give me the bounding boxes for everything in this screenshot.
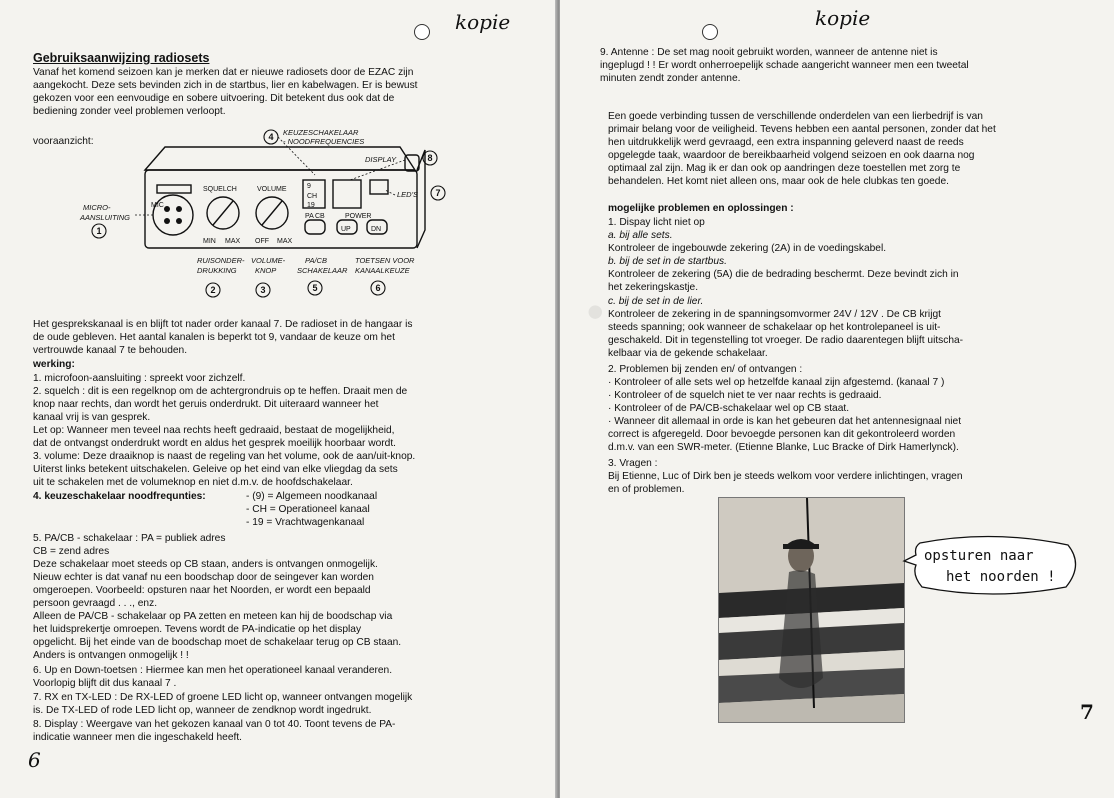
list-item: Deze schakelaar moet steeds op CB staan, anders is ontvangen onmogelijk.: [33, 559, 378, 570]
list-item: 1. microfoon-aansluiting : spreekt voor zichzelf.: [33, 373, 246, 384]
pa-label: PA: [305, 213, 314, 220]
ch-label: CH: [307, 193, 318, 200]
n9-label: 9: [307, 183, 311, 190]
intro-line: gekozen voor een eenvoudige en sobere uitvoering. Dit betekent dus ook dat de: [33, 93, 395, 104]
werking-heading: werking:: [33, 359, 75, 370]
list-item: Anders is ontvangen onmogelijk ! !: [33, 650, 189, 661]
verbinding-line: opgelegde taak, waardoor de bereikbaarheid volgend seizoen en ook daarna nog: [608, 150, 975, 161]
page-number: 6: [28, 748, 41, 772]
display-label: DISPLAY: [365, 155, 397, 164]
antenne-line: 9. Antenne : De set mag nooit gebruikt worden, wanneer de antenne niet is: [600, 47, 938, 58]
problem-line: · Kontroleer of de PA/CB-schakelaar wel op CB staat.: [608, 403, 850, 414]
leds-label: LED'S: [397, 190, 419, 199]
list-item: 4. keuzeschakelaar noodfrequnties:: [33, 491, 206, 502]
list-item: Voorlopig blijft dit dus kanaal 7 .: [33, 678, 177, 689]
nood-label: - NOODFREQUENCIES: [283, 137, 365, 146]
list-item: 2. squelch : dit is een regelknop om de achtergrondruis op te heffen. Draait men de: [33, 386, 408, 397]
page-number: 7: [1080, 700, 1094, 724]
problem-line: d.m.v. van een SWR-meter. (Etienne Blanke, Luc Bracke of Dirk Hamerlynck).: [608, 442, 959, 453]
problem-line: · Kontroleer of alle sets wel op hetzelfde kanaal zijn afgestemd. (kanaal 7 ): [608, 377, 945, 388]
list-item: 7. RX en TX-LED : De RX-LED of groene LED licht op, wanneer ontvangen mogelijk: [33, 692, 413, 703]
pacb-label-1: PA/CB: [305, 256, 327, 265]
problem-line: 3. Vragen :: [608, 458, 658, 469]
power-label: POWER: [345, 213, 372, 220]
antenne-line: ingeplugd ! ! Er wordt onherroepelijk schade aangericht wanneer men een tweetal: [600, 60, 969, 71]
toets-label-1: TOETSEN VOOR: [355, 256, 415, 265]
verbinding-line: Een goede verbinding tussen de verschillende onderdelen van een lierbedrijf is van: [608, 111, 983, 122]
up-label: UP: [341, 226, 351, 233]
squelch-label: SQUELCH: [203, 186, 237, 193]
ruis-label-2: DRUKKING: [197, 266, 237, 275]
list-item: CB = zend adres: [33, 546, 110, 557]
callout-2: 2: [210, 285, 216, 295]
problemen-heading: mogelijke problemen en oplossingen :: [608, 203, 794, 214]
speech-bubble: [902, 535, 1082, 597]
verbinding-line: optimaal zal zijn. Mag ik er dan ook op aandringen deze toestellen met zorg te: [608, 163, 961, 174]
photo-person-in-windbreak: [718, 497, 905, 723]
page-title: Gebruiksaanwijzing radiosets: [33, 51, 210, 65]
problem-line: a. bij alle sets.: [608, 230, 673, 241]
nood-item: - CH = Operationeel kanaal: [246, 504, 370, 515]
problem-line: 2. Problemen bij zenden en/ of ontvangen :: [608, 364, 803, 375]
verbinding-line: hen uitdrukkelijk werd gevraagd, een extra inspanning geleverd naast de reeds: [608, 137, 964, 148]
list-item: dat de ontvangst onderdrukt wordt en aldus het gesprek moeilijk hoorbaar wordt.: [33, 438, 396, 449]
photo-drawing: [719, 498, 904, 722]
problem-line: · Wanneer dit allemaal in orde is kan het gebeuren dat het antennesignaal niet: [608, 416, 962, 427]
problem-line: b. bij de set in de startbus.: [608, 256, 727, 267]
bubble-line-2: het noorden !: [946, 569, 1056, 585]
problem-line: Kontroleer de zekering in de spanningsomvormer 24V / 12V . De CB krijgt: [608, 309, 941, 320]
nood-item: - (9) = Algemeen noodkanaal: [246, 491, 378, 502]
list-item: 6. Up en Down-toetsen : Hiermee kan men het operationeel kanaal veranderen.: [33, 665, 393, 676]
list-item: indicatie wanneer men die ingeschakeld heeft.: [33, 732, 242, 743]
pacb-label-2: SCHAKELAAR: [297, 266, 348, 275]
problem-line: steeds spanning; ook wanneer de schakelaar op het kontrolepaneel is uit-: [608, 322, 941, 333]
max-label: MAX: [225, 238, 241, 245]
gespreks-line: Het gesprekskanaal is en blijft tot nader order kanaal 7. De radioset in de hangaar is: [33, 319, 413, 330]
kopie-handwritten: kopie: [455, 10, 511, 34]
list-item: 5. PA/CB - schakelaar : PA = publiek adres: [33, 533, 226, 544]
callout-1: 1: [96, 226, 102, 236]
list-item: Uiterst links betekent uitschakelen. Geleive op het eind van elke vliegdag da sets: [33, 464, 398, 475]
callout-4: 4: [268, 132, 274, 142]
punch-hole: [414, 24, 430, 40]
problem-line: geschakeld. Dit in tegenstelling tot vroeger. De radio daarentegen blijft uitscha-: [608, 335, 964, 346]
callout-3: 3: [260, 285, 266, 295]
list-item: knop naar rechts, dan wordt het geruis onderdrukt. Dit uiteraard wanneer het: [33, 399, 379, 410]
radio-front-diagram: [75, 125, 441, 295]
verbinding-line: behandelen. Het komt niet alleen ons, maar ook de hele clubkas ten goede.: [608, 176, 949, 187]
verbinding-line: primair belang voor de veiligheid. Tevens hebben een aantal personen, zonder dat het: [608, 124, 996, 135]
list-item: uit te schakelen met de volumeknop en niet d.m.v. de hoofdschakelaar.: [33, 477, 353, 488]
cb-label: CB: [315, 213, 325, 220]
list-item: opgelicht. Bij het einde van de boodschap moet de schakelaar terug op CB staan.: [33, 637, 402, 648]
nood-item: - 19 = Vrachtwagenkanaal: [246, 517, 365, 528]
keuze-label: KEUZESCHAKELAAR: [283, 128, 359, 137]
list-item: kanaal vrij is van gesprek.: [33, 412, 151, 423]
antenne-line: minuten zendt zonder antenne.: [600, 73, 741, 84]
problem-line: Bij Etienne, Luc of Dirk ben je steeds welkom voor verdere inlichtingen, vragen: [608, 471, 963, 482]
mic-label: MIC: [151, 202, 164, 209]
problem-line: · Kontroleer of de squelch niet te ver naar rechts is gedraaid.: [608, 390, 882, 401]
toets-label-2: KANAALKEUZE: [355, 266, 410, 275]
list-item: het luidsprekertje omroepen. Tevens wordt de PA-indicatie op het display: [33, 624, 362, 635]
vol-label-1: VOLUME-: [251, 256, 286, 265]
micro-label-1: MICRO-: [83, 203, 111, 212]
bubble-line-1: opsturen naar: [924, 548, 1034, 564]
problem-line: kelbaar via de gekende schakelaar.: [608, 348, 768, 359]
problem-line: Kontroleer de ingebouwde zekering (2A) in de voedingskabel.: [608, 243, 887, 254]
list-item: Let op: Wanneer men teveel naa rechts heeft gedraaid, bestaat de mogelijkheid,: [33, 425, 395, 436]
callout-6: 6: [375, 283, 381, 293]
problem-line: Kontroleer de zekering (5A) die de bedrading beschermt. Deze bevindt zich in: [608, 269, 959, 280]
list-item: 8. Display : Weergave van het gekozen kanaal van 0 tot 40. Toont tevens de PA-: [33, 719, 396, 730]
punch-hole: [702, 24, 718, 40]
vol-label-2: KNOP: [255, 266, 277, 275]
callout-5: 5: [312, 283, 318, 293]
problem-line: het zekeringskastje.: [608, 282, 699, 293]
gespreks-line: de oude gebleven. Het aantal kanalen is beperkt tot 9, vandaar de keuze om het: [33, 332, 395, 343]
min-label: MIN: [203, 238, 216, 245]
list-item: omgeroepen. Voorbeeld: opsturen naar het Noorden, er wordt een bepaald: [33, 585, 371, 596]
list-item: 3. volume: Deze draaiknop is naast de regeling van het volume, ook de aan/uit-knop.: [33, 451, 416, 462]
intro-line: bediening zonder veel problemen verloopt.: [33, 106, 226, 117]
problem-line: c. bij de set in de lier.: [608, 296, 704, 307]
gespreks-line: vertrouwde kanaal 7 te behouden.: [33, 345, 188, 356]
problem-line: 1. Dispay licht niet op: [608, 217, 705, 228]
kopie-handwritten: kopie: [815, 6, 871, 30]
list-item: is. De TX-LED of rode LED licht op, wanneer de zendknop wordt ingedrukt.: [33, 705, 372, 716]
volume-label: VOLUME: [257, 186, 287, 193]
callout-8: 8: [427, 153, 433, 163]
ruis-label-1: RUISONDER-: [197, 256, 245, 265]
list-item: Alleen de PA/CB - schakelaar op PA zetten en meteen kan hij de boodschap via: [33, 611, 393, 622]
intro-line: Vanaf het komend seizoen kan je merken dat er nieuwe radiosets door de EZAC zijn: [33, 67, 414, 78]
problem-line: en of problemen.: [608, 484, 685, 495]
micro-label-2: AANSLUITING: [80, 213, 131, 222]
off-label: OFF: [255, 238, 269, 245]
n19-label: 19: [307, 202, 315, 209]
list-item: persoon gevraagd . . ., enz.: [33, 598, 158, 609]
intro-line: aangekocht. Deze sets bevinden zich in de startbus, lier en kabelwagen. Er is bewust: [33, 80, 418, 91]
vooraanzicht-label: vooraanzicht:: [33, 136, 94, 147]
bleed-through: .: [574, 248, 611, 337]
list-item: Nieuw echter is dat vanaf nu een boodschap door de seingever kan worden: [33, 572, 374, 583]
callout-7: 7: [435, 188, 441, 198]
problem-line: correct is afgeregeld. Door bevoegde personen kan dit gekontroleerd worden: [608, 429, 956, 440]
max2-label: MAX: [277, 238, 293, 245]
dn-label: DN: [371, 226, 382, 233]
